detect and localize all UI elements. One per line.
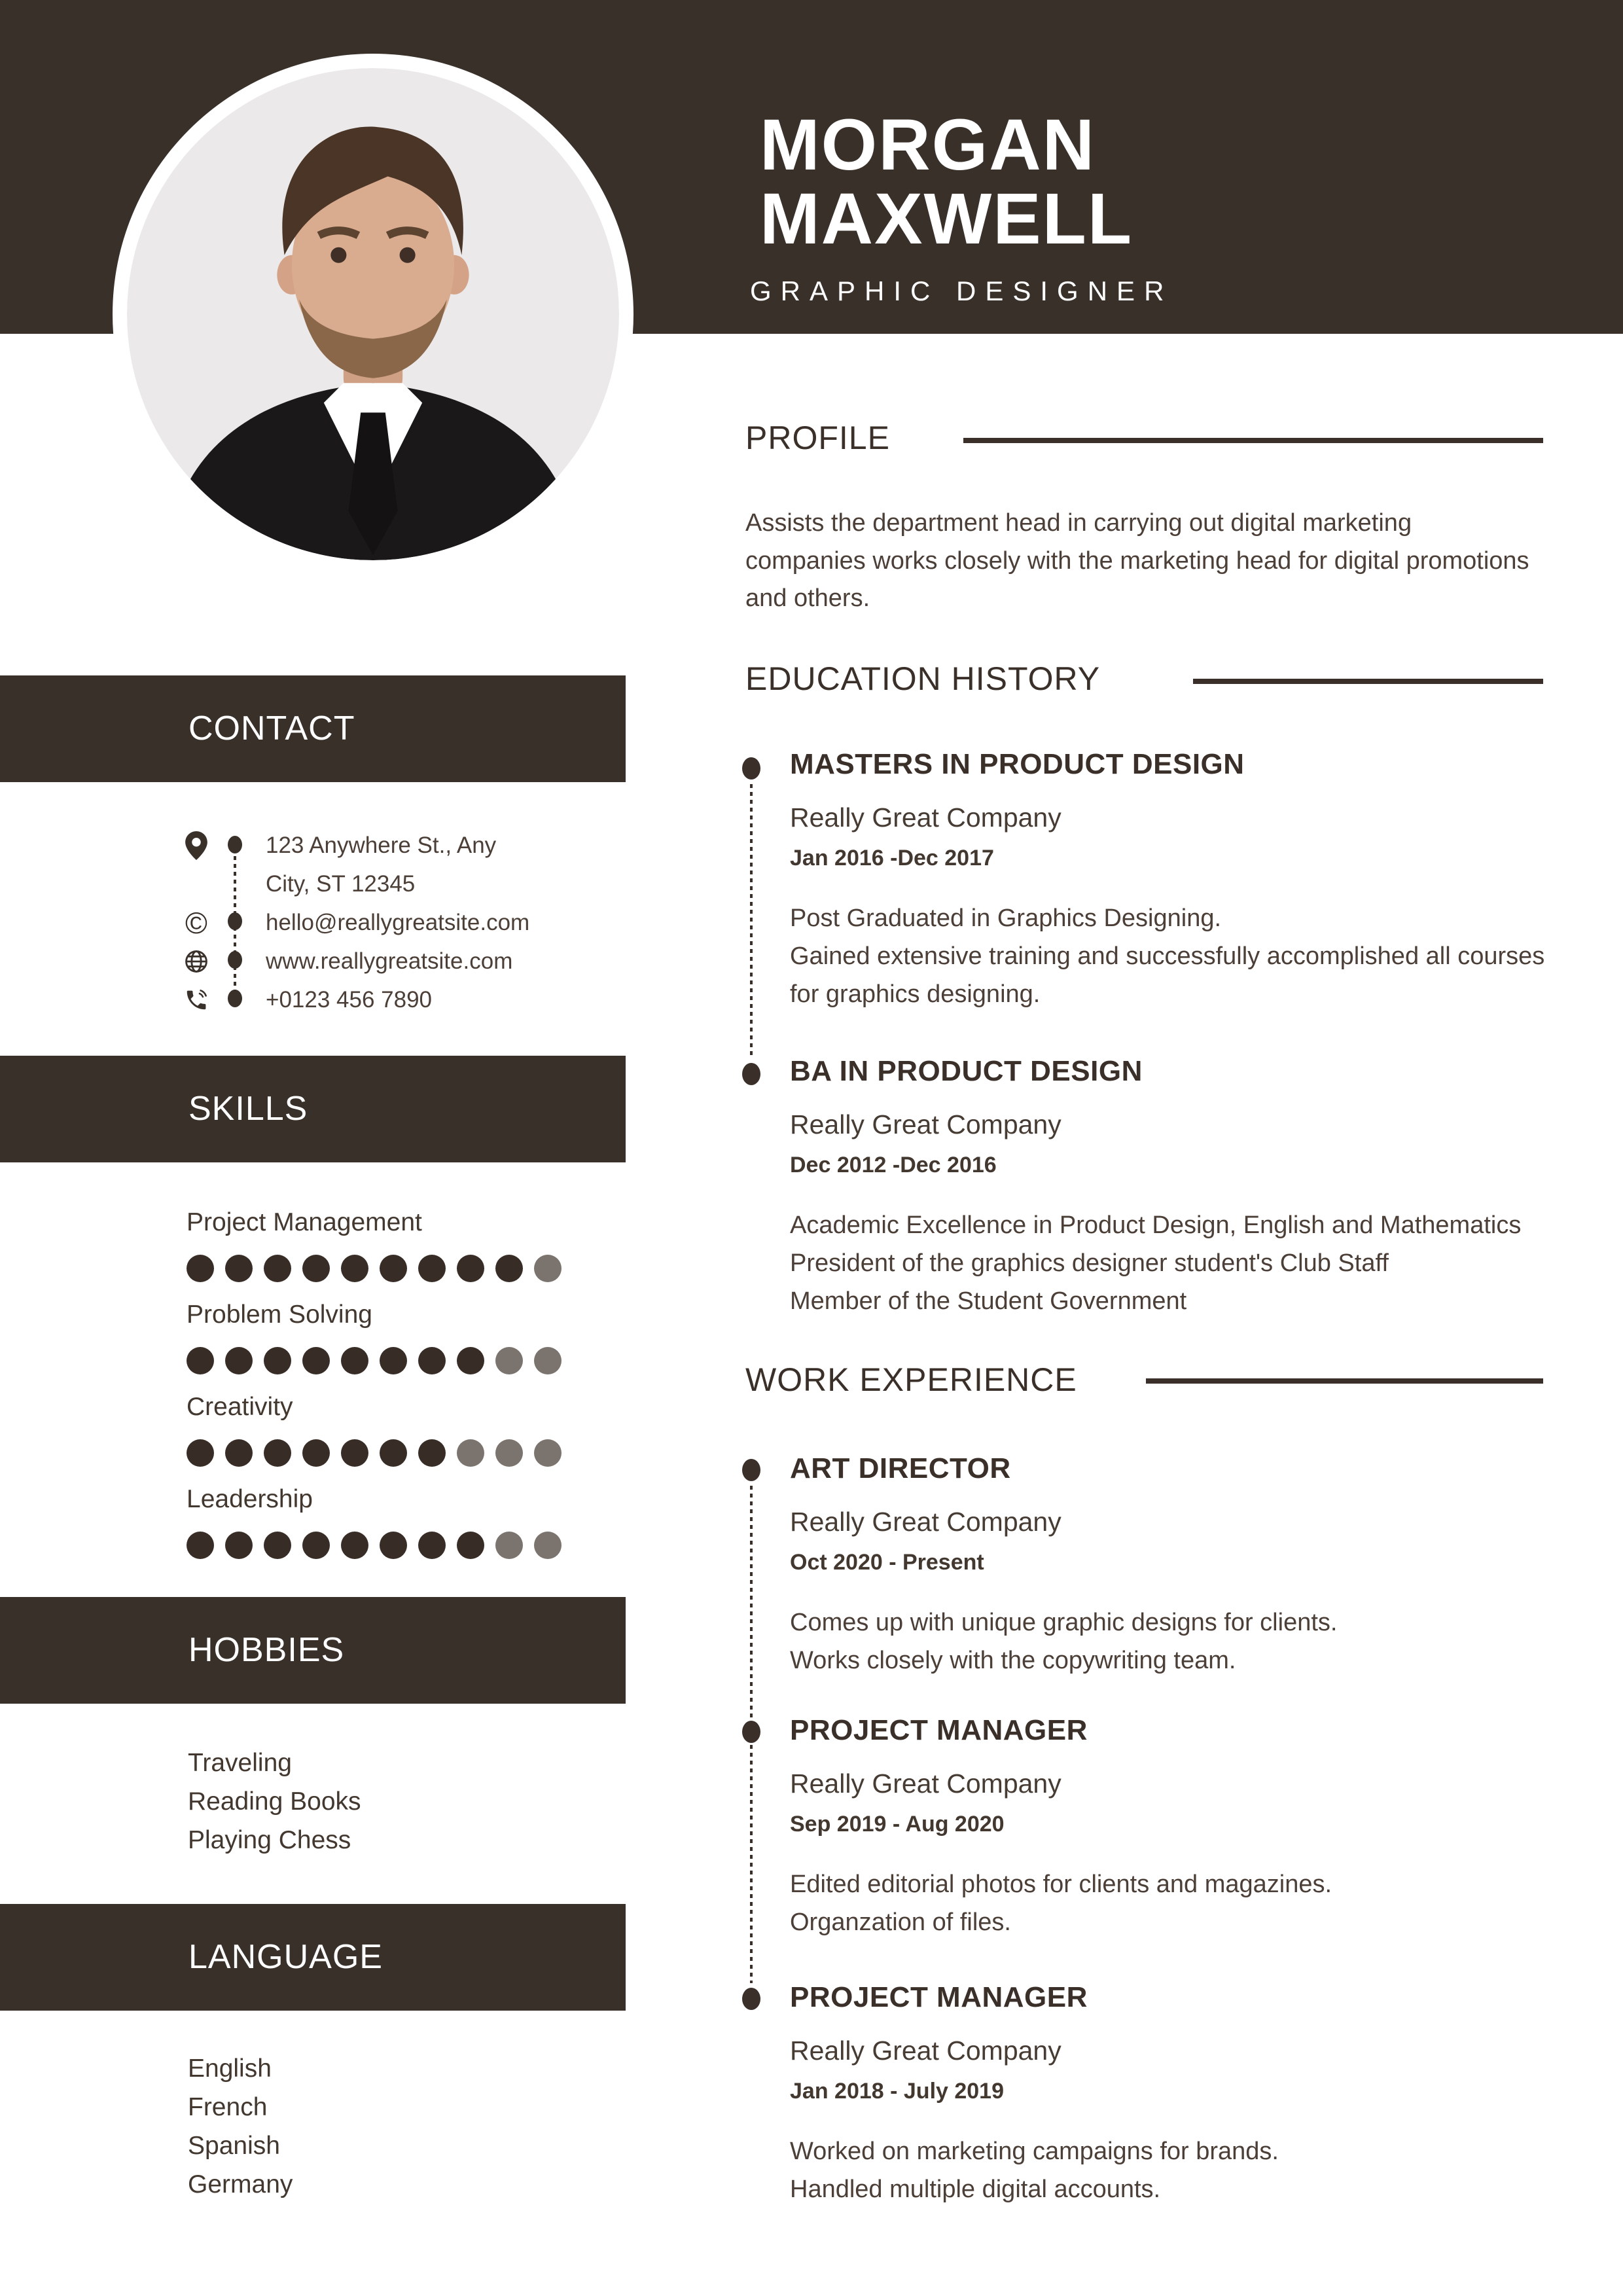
skill-dot-empty [534, 1347, 562, 1374]
entry-detail: Academic Excellence in Product Design, English and Mathematics [790, 1211, 1522, 1239]
date-range: Oct 2020 - Present [790, 1550, 984, 1575]
skill-dot-filled [418, 1439, 446, 1467]
skill-dot-empty [495, 1532, 523, 1559]
skill-dot-filled [457, 1347, 484, 1374]
skill-dot-filled [302, 1255, 330, 1282]
skill-dot-filled [187, 1347, 214, 1374]
timeline-bullet [742, 757, 760, 780]
organization: Really Great Company [790, 1768, 1061, 1799]
skill-dot-empty [457, 1439, 484, 1467]
language-item: Spanish [188, 2132, 280, 2160]
skill-dot-filled [225, 1347, 253, 1374]
location-pin-icon [177, 826, 216, 865]
work-entry [790, 1981, 1575, 2208]
language-item: Germany [188, 2170, 293, 2198]
skill-dot-filled [380, 1347, 407, 1374]
education-timeline-line [750, 784, 753, 1059]
education-entry [790, 747, 1575, 1013]
language-section-band [0, 1904, 626, 2011]
education-entry [790, 1054, 1575, 1320]
skill-dot-empty [495, 1347, 523, 1374]
contact-phone: +0123 456 7890 [266, 987, 433, 1013]
entry-detail: Organzation of files. [790, 1909, 1011, 1936]
hobbies-list [188, 1744, 580, 1859]
hobby-item: Playing Chess [188, 1826, 351, 1854]
skill-dot-filled [302, 1347, 330, 1374]
skill-label: Leadership [187, 1485, 313, 1513]
contact-list [177, 826, 609, 1019]
skill-level-dots [187, 1439, 618, 1467]
degree-title: BA IN PRODUCT DESIGN [790, 1055, 1143, 1087]
skill-item [187, 1300, 618, 1374]
contact-row-phone [177, 980, 609, 1019]
date-range: Dec 2012 -Dec 2016 [790, 1153, 997, 1177]
hobbies-section-title: HOBBIES [188, 1631, 345, 1669]
education-heading-rule [1193, 679, 1543, 684]
timeline-bullet [742, 1063, 760, 1085]
entry-detail: Edited editorial photos for clients and magazines. [790, 1871, 1332, 1898]
entry-detail: President of the graphics designer student's Club Staff [790, 1249, 1389, 1277]
skill-dot-filled [495, 1255, 523, 1282]
skills-section-title: SKILLS [188, 1090, 308, 1128]
entry-detail: Works closely with the copywriting team. [790, 1647, 1236, 1674]
skill-dot-filled [302, 1532, 330, 1559]
language-list [188, 2049, 580, 2204]
contact-section-title: CONTACT [188, 709, 355, 747]
skill-dot-filled [418, 1532, 446, 1559]
entry-detail: Worked on marketing campaigns for brands. [790, 2138, 1279, 2165]
skill-item [187, 1484, 618, 1559]
role-title: PROJECT MANAGER [790, 1981, 1088, 2013]
contact-address [266, 826, 496, 903]
language-item: French [188, 2093, 268, 2121]
contact-website: www.reallygreatsite.com [266, 948, 513, 974]
profile-heading: PROFILE [745, 420, 890, 456]
phone-icon [177, 980, 216, 1019]
skill-dot-filled [187, 1532, 214, 1559]
job-title: GRAPHIC DESIGNER [750, 276, 1173, 306]
skill-dot-filled [302, 1439, 330, 1467]
organization: Really Great Company [790, 2036, 1061, 2066]
organization: Really Great Company [790, 1507, 1061, 1537]
role-title: ART DIRECTOR [790, 1452, 1011, 1484]
skill-dot-filled [457, 1255, 484, 1282]
skill-dot-filled [418, 1255, 446, 1282]
skill-dot-filled [380, 1439, 407, 1467]
skill-dot-filled [341, 1532, 368, 1559]
education-heading: EDUCATION HISTORY [745, 660, 1101, 697]
person-name [760, 105, 1133, 259]
globe-icon [177, 942, 216, 980]
skill-dot-filled [264, 1532, 291, 1559]
skill-item [187, 1392, 618, 1467]
skill-dot-empty [534, 1439, 562, 1467]
skill-dot-filled [457, 1532, 484, 1559]
timeline-bullet [742, 1988, 760, 2010]
skill-dot-filled [264, 1439, 291, 1467]
language-section-title: LANGUAGE [188, 1938, 383, 1976]
skill-dot-empty [534, 1255, 562, 1282]
skills-list [187, 1208, 618, 1577]
first-name: MORGAN [760, 105, 1096, 185]
skill-label: Problem Solving [187, 1300, 372, 1329]
contact-row-website [177, 942, 609, 980]
date-range: Sep 2019 - Aug 2020 [790, 1812, 1005, 1837]
contact-section-band [0, 675, 626, 782]
work-heading-rule [1146, 1378, 1543, 1384]
skill-dot-filled [341, 1255, 368, 1282]
skill-dot-filled [380, 1532, 407, 1559]
skill-dot-filled [264, 1255, 291, 1282]
email-icon: © [185, 905, 207, 940]
address-line-1: 123 Anywhere St., Any [266, 833, 497, 858]
contact-email: hello@reallygreatsite.com [266, 910, 530, 935]
timeline-bullet [742, 1459, 760, 1481]
organization: Really Great Company [790, 802, 1061, 833]
work-entry [790, 1452, 1575, 1679]
skill-label: Creativity [187, 1393, 293, 1421]
skill-label: Project Management [187, 1208, 422, 1236]
work-heading: WORK EXPERIENCE [745, 1361, 1077, 1398]
date-range: Jan 2018 - July 2019 [790, 2079, 1005, 2104]
skill-dot-filled [264, 1347, 291, 1374]
entry-detail: Gained extensive training and successfully accomplished all courses for graphics designing. [790, 942, 1545, 1008]
hobby-item: Reading Books [188, 1787, 361, 1816]
skill-dot-filled [225, 1439, 253, 1467]
entry-detail: Member of the Student Government [790, 1287, 1187, 1315]
timeline-bullet [742, 1721, 760, 1743]
last-name: MAXWELL [760, 179, 1133, 259]
date-range: Jan 2016 -Dec 2017 [790, 846, 994, 870]
skill-level-dots [187, 1255, 618, 1282]
portrait-illustration [127, 68, 619, 560]
hobbies-section-band [0, 1597, 626, 1704]
profile-photo-frame [113, 54, 633, 575]
skills-section-band [0, 1056, 626, 1162]
hobby-item: Traveling [188, 1749, 292, 1777]
entry-detail: Post Graduated in Graphics Designing. [790, 905, 1222, 932]
entry-detail: Comes up with unique graphic designs for clients. [790, 1609, 1338, 1636]
skill-level-dots [187, 1347, 618, 1374]
skill-dot-filled [187, 1439, 214, 1467]
role-title: PROJECT MANAGER [790, 1714, 1088, 1746]
address-line-2: City, ST 12345 [266, 871, 416, 897]
entry-detail: Handled multiple digital accounts. [790, 2176, 1161, 2203]
degree-title: MASTERS IN PRODUCT DESIGN [790, 748, 1245, 780]
contact-row-email [177, 903, 609, 942]
profile-text: Assists the department head in carrying out digital marketing companies works closely with the marketing head for digital promotions and others. [745, 509, 1529, 612]
skill-dot-filled [341, 1347, 368, 1374]
contact-row-address [177, 826, 609, 903]
language-item: English [188, 2054, 272, 2083]
skill-dot-filled [225, 1255, 253, 1282]
profile-heading-rule [963, 438, 1543, 443]
organization: Really Great Company [790, 1109, 1061, 1139]
skill-dot-empty [534, 1532, 562, 1559]
skill-level-dots [187, 1532, 618, 1559]
skill-dot-empty [495, 1439, 523, 1467]
skill-dot-filled [380, 1255, 407, 1282]
skill-dot-filled [341, 1439, 368, 1467]
work-entry [790, 1713, 1575, 1941]
skill-dot-filled [187, 1255, 214, 1282]
profile-photo [127, 68, 619, 560]
skill-dot-filled [225, 1532, 253, 1559]
skill-dot-filled [418, 1347, 446, 1374]
skill-item [187, 1208, 618, 1282]
